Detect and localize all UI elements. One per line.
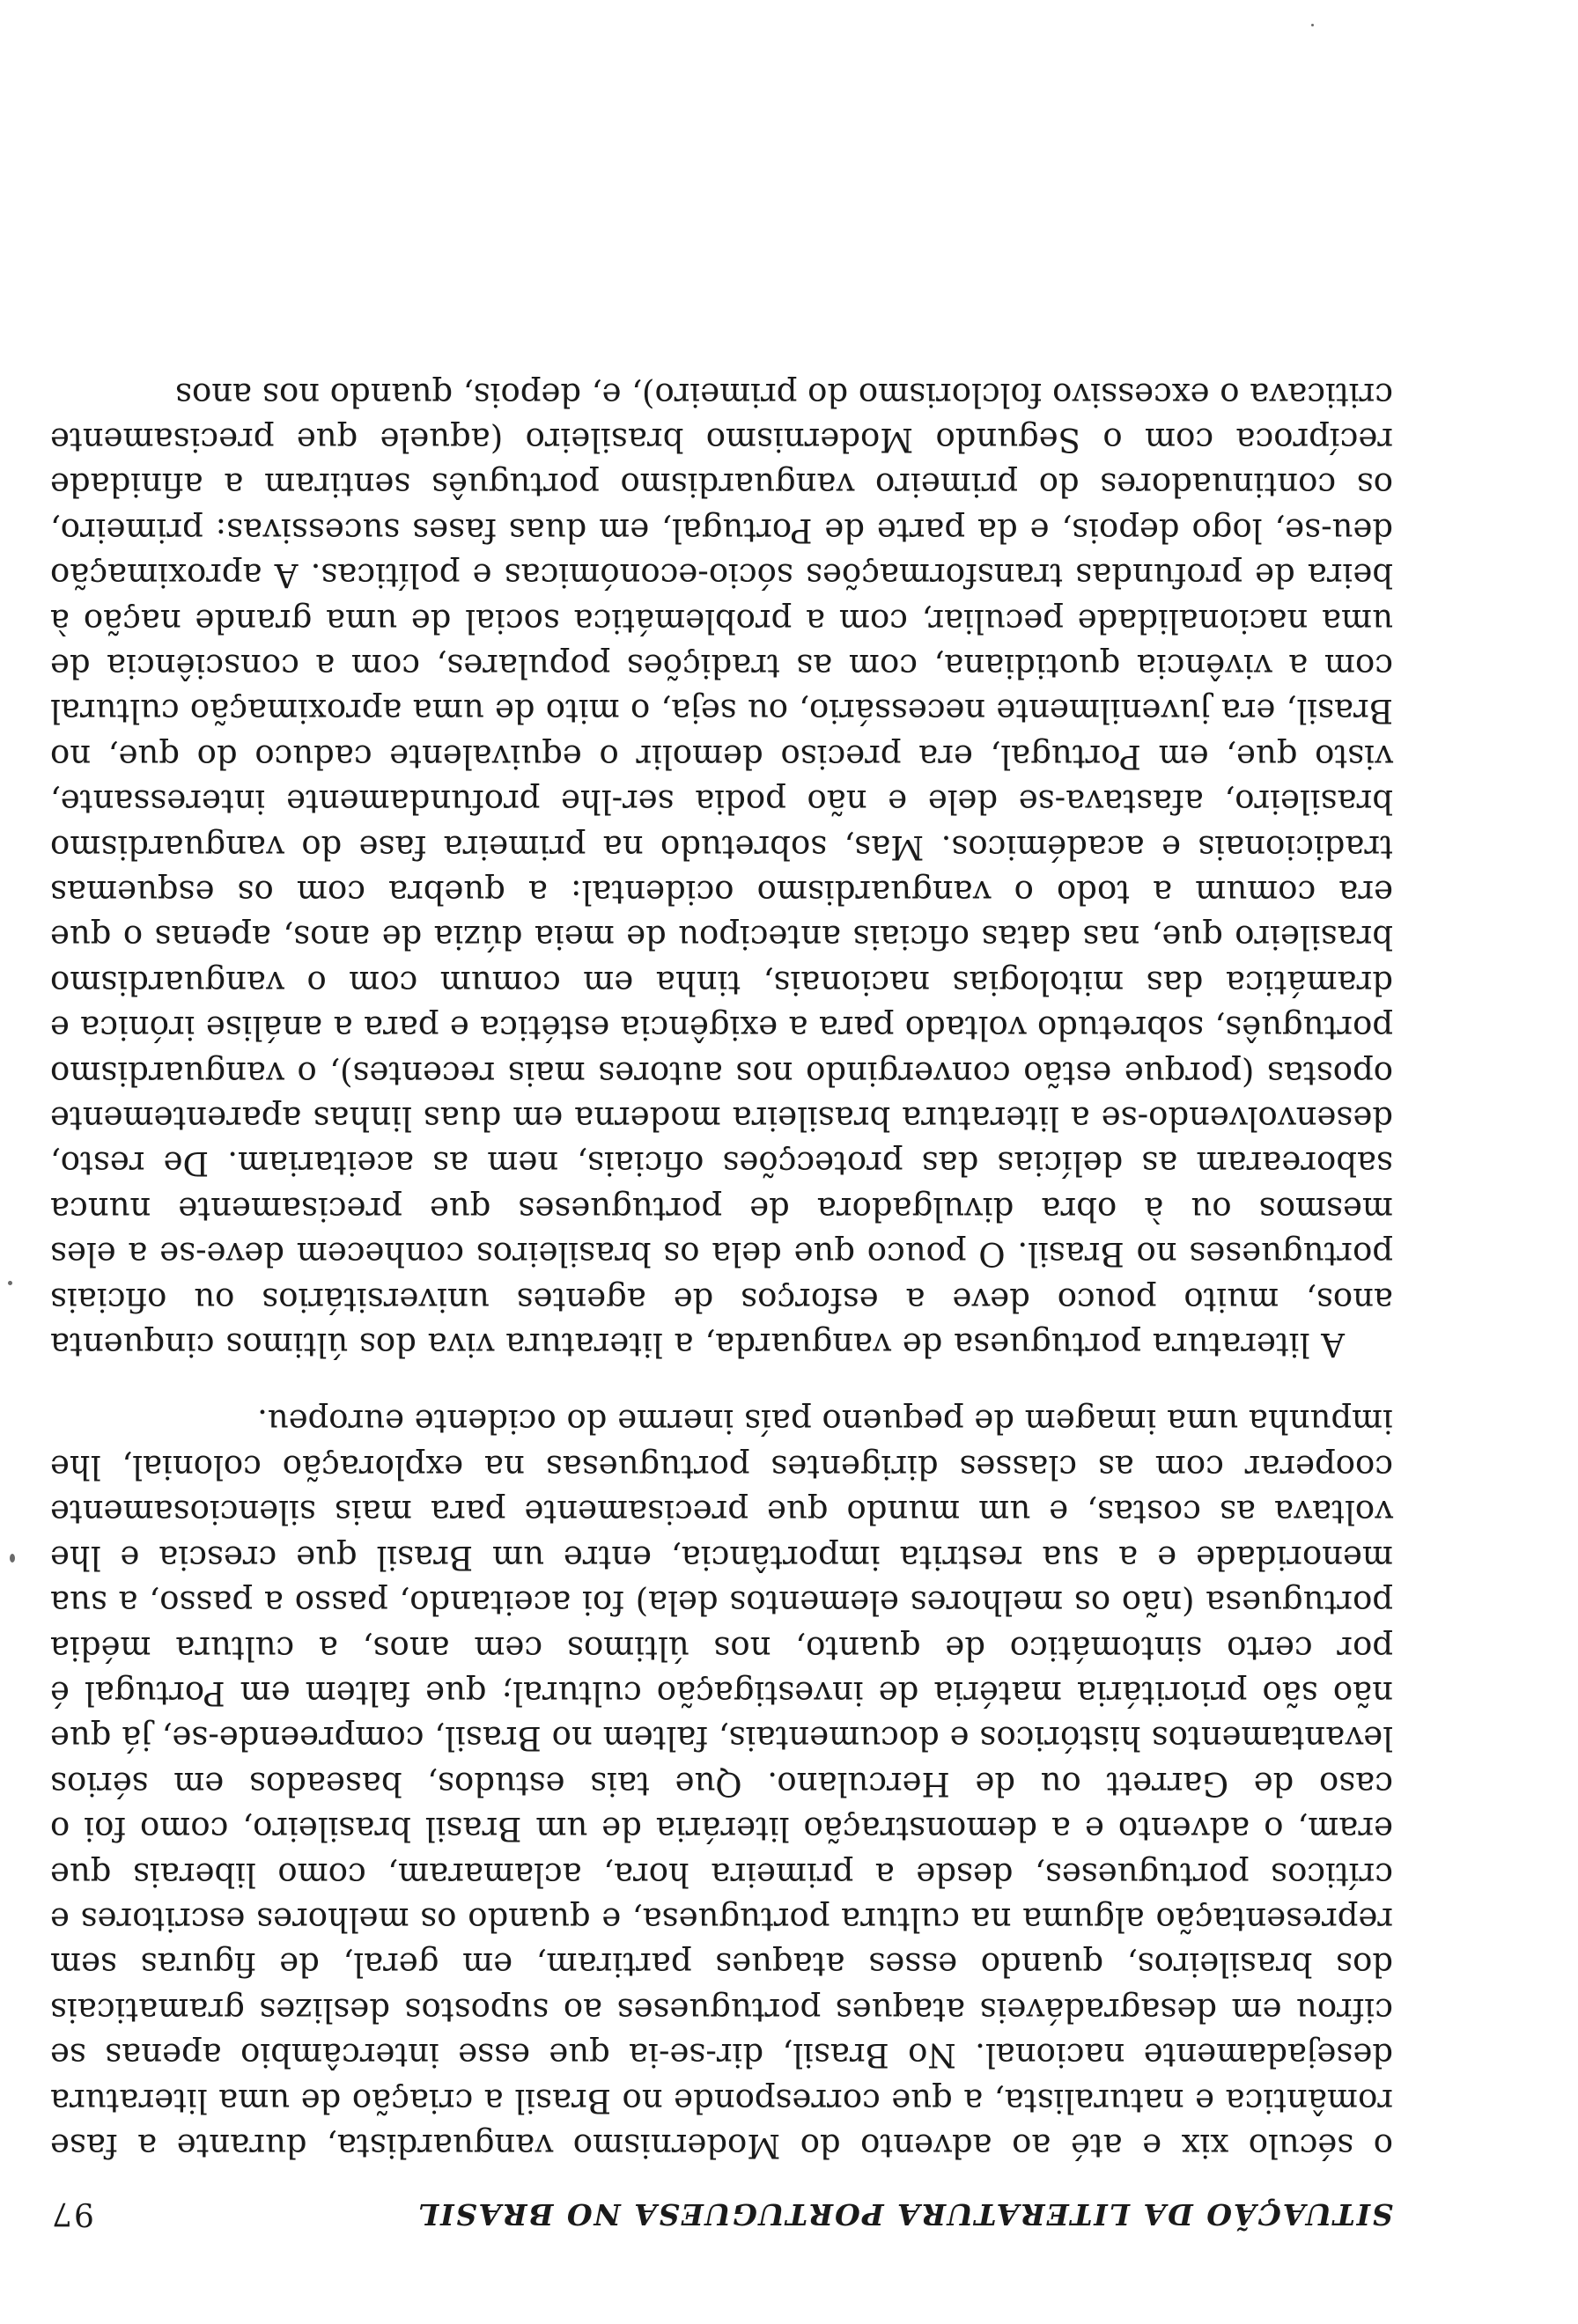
paragraph-vanguard-literature: A literatura portuguesa de vanguarda, a literatura viva dos últimos cinquenta anos, muito pouco deve a esforços de agentes universitários ou oficiais portugueses no Brasil. O pouco que dela os brasileiros conhecem deve-se a eles mesmos ou à obra divulgadora de portugueses que precisamente nunca saborearam as delícias das protecções oficiais, nem as aceitariam. De resto, desenvolvendo-se a literatura brasileira moderna em duas linhas aparentemente opostas (porque estão convergindo nos autores mais recentes), o vanguardismo português, sobretudo voltado para a exigência estética e para a análise irónica e dramática das mitologias nacionais, tinha em comum com o vanguardismo brasileiro que, nas datas oficiais antecipou de meia dúzia de anos, apenas o que era comum a todo o vanguardismo ocidental: a quebra com os esquemas tradicionais e académicos. Mas, sobretudo na primeira fase do vanguardismo brasileiro, afastava-se dele e não podia ser-lhe profundamente interessante, visto que, em Portugal, era preciso demolir o equivalente caduco do que, no Brasil, era juvenilmente necessário, ou seja, o mito de uma aproximação cultural com a vivência quotidiana, com as tradições populares, com a consciência de uma nacionalidade peculiar, com a problemática social de uma grande nação à beira de profundas transformações sócio-económicas e políticas. A aproximação deu-se, logo depois, e da parte de Portugal, em duas fases sucessivas: primeiro, os continuadores do primeiro vanguardismo português sentiram a afinidade recíproca com o Segundo Modernismo brasileiro (aquele que precisamente criticava o excessivo folclorismo do primeiro), e, depois, quando nos anos [50, 375, 1393, 1364]
scan-speck [8, 1281, 12, 1285]
running-header [50, 2179, 1393, 2232]
page-number: 97 [50, 2195, 94, 2232]
scan-speck [1311, 24, 1314, 26]
scan-speck [10, 1554, 15, 1563]
running-title: SITUAÇÃO DA LITERATURA PORTUGUESA NO BRASIL [417, 2197, 1393, 2232]
paragraph-continuation: o século xix e até ao advento do Modernismo vanguardista, durante a fase romântica e naturalista, a que corresponde no Brasil a criação de uma literatura desejadamente nacional. No Brasil, dir-se-ia que esse intercâmbio apenas se cifrou em desagradáveis ataques portugueses ao supostos deslizes gramaticais dos brasileiros, quando esses ataques partiram, em geral, de figuras sem representação alguma na cultura portuguesa, e quando os melhores escritores e críticos portugueses, desde a primeira hora, aclamaram, como liberais que eram, o advento e a demonstração literária de um Brasil brasileiro, como foi o caso de Garrett ou de Herculano. Que tais estudos, baseados em sérios levantamentos históricos e documentais, faltem no Brasil, compreende-se, já que não são prioritária matéria de investigação cultural; que faltem em Portugal é por certo sintomático de quanto, nos últimos cem anos, a cultura média portuguesa (não os melhores elementos dela) foi aceitando, passo a passo, a sua menoridade e a sua restrita importância, entre um Brasil que crescia e lhe voltava as costas, e um mundo que precisamente para mais silenciosamente cooperar com as classes dirigentes portuguesas na exploração colonial, lhe impunha uma imagem de pequeno país inerme do ocidente europeu. [50, 1402, 1393, 2165]
page-content [50, 371, 1393, 2232]
